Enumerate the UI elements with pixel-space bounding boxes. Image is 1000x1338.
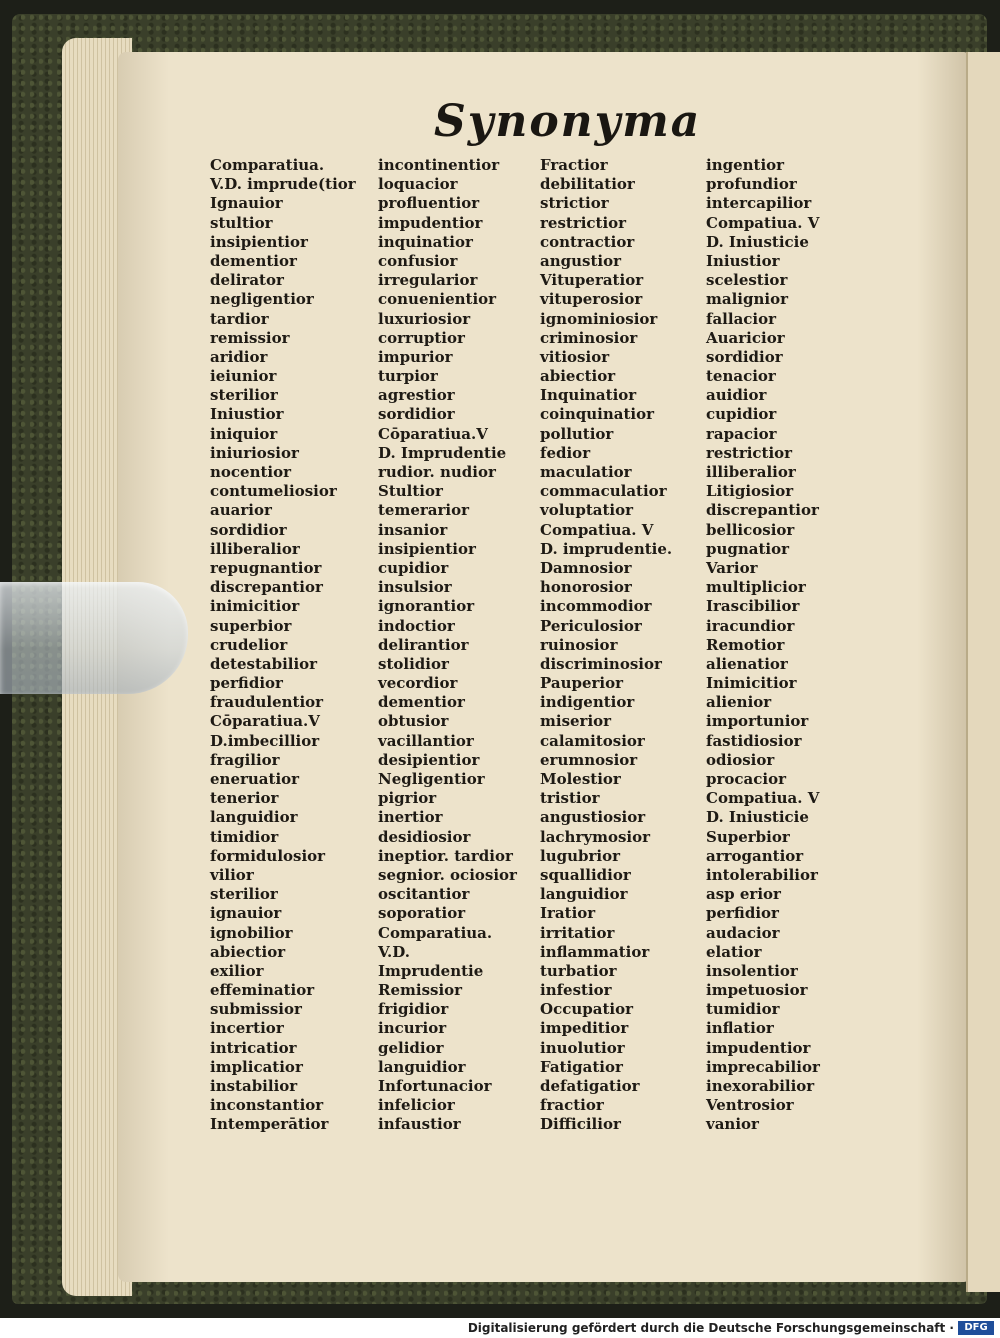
text-line: ignominiosior bbox=[540, 309, 658, 328]
text-line: alienior bbox=[706, 693, 772, 712]
text-line: formidulosior bbox=[210, 846, 326, 865]
text-line: iniuriosior bbox=[210, 443, 299, 462]
text-line: discriminosior bbox=[540, 654, 662, 673]
text-line: delirantior bbox=[378, 635, 469, 654]
text-line: ieiunior bbox=[210, 367, 277, 386]
text-line: ignobilior bbox=[210, 923, 293, 942]
text-line: Intemperātior bbox=[210, 1115, 329, 1134]
text-line: criminosior bbox=[540, 328, 638, 347]
text-line: agrestior bbox=[378, 386, 455, 405]
text-line: desipientior bbox=[378, 750, 480, 769]
text-line: detestabilior bbox=[210, 654, 318, 673]
text-line: abiectior bbox=[540, 367, 616, 386]
text-line: rudior. nudior bbox=[378, 463, 496, 481]
text-line: coinquinatior bbox=[540, 405, 654, 424]
text-line: confusior bbox=[378, 251, 458, 270]
text-line: cupidior bbox=[706, 405, 777, 424]
text-line: debilitatior bbox=[540, 175, 635, 194]
text-line: arrogantior bbox=[706, 846, 804, 865]
text-line: pollutior bbox=[540, 424, 614, 443]
text-line: perfidior bbox=[706, 904, 779, 923]
text-line: vituperosior bbox=[540, 290, 643, 309]
text-line: sordidior bbox=[378, 405, 455, 424]
text-line: profundior bbox=[706, 175, 797, 194]
dfg-logo: DFG bbox=[958, 1321, 994, 1335]
text-line: vanior bbox=[706, 1115, 759, 1134]
text-line: discrepantior bbox=[210, 578, 323, 597]
text-line: D. Imprudentie bbox=[378, 443, 507, 462]
text-line: Irascibilior bbox=[706, 597, 800, 616]
text-line: irritatior bbox=[540, 923, 615, 942]
text-line: corruptior bbox=[378, 328, 465, 347]
text-line: contractior bbox=[540, 232, 635, 251]
text-line: tardior bbox=[210, 309, 269, 328]
text-line: inconstantior bbox=[210, 1096, 324, 1115]
text-line: dementior bbox=[210, 251, 297, 270]
text-line: Iratior bbox=[540, 904, 596, 923]
text-line: intercapilior bbox=[706, 194, 812, 213]
glass-page-weight bbox=[0, 582, 188, 694]
text-line: tenacior bbox=[706, 367, 776, 386]
text-line: discrepantior bbox=[706, 501, 819, 520]
text-line: Remotior bbox=[706, 635, 785, 654]
text-line: restrictior bbox=[540, 213, 627, 232]
text-line: insanior bbox=[378, 520, 448, 539]
text-line: instabilior bbox=[210, 1077, 298, 1095]
text-line: vacillantior bbox=[378, 731, 474, 750]
text-line: cupidior bbox=[378, 558, 449, 577]
text-line: profluentior bbox=[378, 194, 480, 213]
text-line: Remissior bbox=[378, 981, 463, 1000]
text-line: infestior bbox=[540, 981, 612, 1000]
text-line: inertior bbox=[378, 808, 443, 827]
text-line: Damnosior bbox=[540, 558, 632, 577]
text-line: Cōparatiua.V bbox=[378, 424, 488, 443]
text-line: fractior bbox=[540, 1096, 604, 1115]
text-line: crudelior bbox=[210, 635, 288, 654]
text-line: languidior bbox=[378, 1057, 466, 1076]
text-line: impudentior bbox=[378, 213, 483, 232]
text-line: tenerior bbox=[210, 789, 279, 808]
text-line: frigidior bbox=[378, 1000, 449, 1019]
text-line: exilior bbox=[210, 961, 264, 980]
text-line: irregularior bbox=[378, 271, 478, 290]
text-line: vitiosior bbox=[540, 347, 610, 366]
footer-credit: Digitalisierung gefördert durch die Deutsche Forschungsgemeinschaft · bbox=[467, 1321, 954, 1335]
text-line: erumnosior bbox=[540, 750, 638, 769]
text-line: fragilior bbox=[210, 750, 280, 769]
text-line: Varior bbox=[706, 558, 758, 577]
page-title: Synonyma bbox=[434, 96, 702, 147]
text-line: gelidior bbox=[378, 1038, 444, 1057]
text-line: incertior bbox=[210, 1019, 284, 1038]
text-line: infaustior bbox=[378, 1115, 461, 1134]
text-line: rapacior bbox=[706, 424, 777, 443]
text-line: lugubrior bbox=[540, 846, 620, 865]
text-line: insipientior bbox=[378, 539, 476, 558]
text-line: insulsior bbox=[378, 578, 452, 597]
text-line: Litigiosior bbox=[706, 482, 794, 501]
text-line: timidior bbox=[210, 827, 279, 846]
text-line: Compatiua. V bbox=[706, 789, 820, 808]
text-line: V.D. bbox=[378, 942, 410, 961]
text-column-4 bbox=[706, 156, 820, 1135]
text-line: desidiosior bbox=[378, 827, 471, 846]
text-line: delirator bbox=[210, 271, 284, 290]
text-line: conuenientior bbox=[378, 290, 497, 309]
text-line: auidior bbox=[706, 386, 767, 405]
text-line: infelicior bbox=[378, 1096, 455, 1115]
text-column-1 bbox=[210, 156, 356, 1135]
text-line: obtusior bbox=[378, 712, 449, 731]
text-line: inflatior bbox=[706, 1019, 774, 1038]
text-line: vilior bbox=[210, 865, 254, 884]
text-line: intricatior bbox=[210, 1038, 297, 1057]
text-line: Compatiua. V bbox=[706, 213, 820, 232]
text-line: calamitosior bbox=[540, 731, 645, 750]
text-line: temerarior bbox=[378, 501, 470, 520]
text-line: tumidior bbox=[706, 1000, 780, 1019]
text-line: inexorabilior bbox=[706, 1077, 815, 1095]
text-line: insolentior bbox=[706, 961, 798, 980]
text-line: alienatior bbox=[706, 654, 788, 673]
text-line: Auaricior bbox=[706, 328, 785, 347]
text-line: inuolutior bbox=[540, 1038, 625, 1057]
text-line: iracundior bbox=[706, 616, 795, 635]
text-line: D. Iniusticie bbox=[706, 232, 809, 251]
text-line: Compatiua. V bbox=[540, 520, 654, 539]
text-line: impetuosior bbox=[706, 981, 808, 1000]
text-column-3 bbox=[540, 156, 672, 1135]
text-line: bellicosior bbox=[706, 520, 795, 539]
text-line: strictior bbox=[540, 194, 609, 213]
text-line: incontinentior bbox=[378, 156, 500, 174]
text-line: elatior bbox=[706, 942, 762, 961]
text-line: ingentior bbox=[706, 156, 785, 174]
text-line: Molestior bbox=[540, 770, 621, 788]
text-line: Vituperatior bbox=[540, 271, 644, 290]
text-line: defatigatior bbox=[540, 1077, 640, 1095]
text-line: impudentior bbox=[706, 1038, 811, 1057]
text-line: remissior bbox=[210, 328, 290, 347]
text-line: sordidior bbox=[706, 347, 783, 366]
text-line: Difficilior bbox=[540, 1115, 621, 1134]
text-line: impurior bbox=[378, 347, 453, 366]
text-line: loquacior bbox=[378, 175, 458, 194]
text-line: aridior bbox=[210, 347, 268, 366]
text-line: Fractior bbox=[540, 156, 608, 174]
text-line: submissior bbox=[210, 1000, 302, 1019]
text-line: turpior bbox=[378, 367, 438, 386]
text-column-2 bbox=[378, 156, 517, 1135]
text-line: Ventrosior bbox=[706, 1096, 794, 1115]
text-line: scelestior bbox=[706, 271, 788, 290]
text-line: intolerabilior bbox=[706, 865, 818, 884]
text-line: importunior bbox=[706, 712, 809, 731]
text-line: vecordior bbox=[378, 674, 458, 693]
text-line: Pauperior bbox=[540, 674, 624, 693]
text-line: incurior bbox=[378, 1019, 447, 1038]
text-line: Comparatiua. bbox=[210, 156, 325, 174]
text-line: Negligentior bbox=[378, 770, 485, 788]
text-line: turbatior bbox=[540, 961, 617, 980]
text-line: oscitantior bbox=[378, 885, 470, 904]
text-line: multiplicior bbox=[706, 578, 806, 597]
text-line: incommodior bbox=[540, 597, 652, 616]
text-line: inflammatior bbox=[540, 942, 650, 961]
text-line: impeditior bbox=[540, 1019, 629, 1038]
text-line: contumeliosior bbox=[210, 482, 337, 501]
text-line: Infortunacior bbox=[378, 1077, 492, 1095]
text-line: asp erior bbox=[706, 885, 781, 904]
text-line: maculatior bbox=[540, 463, 632, 481]
text-line: luxuriosior bbox=[378, 309, 471, 328]
text-line: sterilior bbox=[210, 885, 278, 904]
text-line: ignauior bbox=[210, 904, 282, 923]
text-line: dementior bbox=[378, 693, 465, 712]
text-line: Fatigatior bbox=[540, 1057, 623, 1076]
text-line: inquinatior bbox=[378, 232, 473, 251]
text-line: segnior. ociosior bbox=[378, 865, 517, 884]
text-line: audacior bbox=[706, 923, 780, 942]
text-line: effeminatior bbox=[210, 981, 315, 1000]
text-line: Stultior bbox=[378, 482, 443, 501]
text-line: miserior bbox=[540, 712, 612, 731]
text-line: angustior bbox=[540, 251, 621, 270]
text-line: pigrior bbox=[378, 789, 437, 808]
text-line: pugnatior bbox=[706, 539, 790, 558]
text-line: languidior bbox=[210, 808, 298, 827]
text-line: fraudulentior bbox=[210, 693, 324, 712]
text-line: indoctior bbox=[378, 616, 455, 635]
text-line: imprecabilior bbox=[706, 1057, 820, 1076]
text-line: Cōparatiua.V bbox=[210, 712, 320, 731]
text-line: soporatior bbox=[378, 904, 466, 923]
text-line: languidior bbox=[540, 885, 628, 904]
text-line: perfidior bbox=[210, 674, 283, 693]
text-line: commaculatior bbox=[540, 482, 667, 501]
text-line: D.imbecillior bbox=[210, 731, 320, 750]
text-line: V.D. imprude(tior bbox=[210, 175, 356, 194]
text-line: Ignauior bbox=[210, 194, 283, 213]
text-line: abiectior bbox=[210, 942, 286, 961]
text-line: sterilior bbox=[210, 386, 278, 405]
text-line: Inquinatior bbox=[540, 386, 637, 405]
facing-page-edge bbox=[966, 52, 1000, 1292]
text-line: illiberalior bbox=[706, 463, 796, 481]
text-line: Occupatior bbox=[540, 1000, 633, 1019]
text-line: squallidior bbox=[540, 865, 631, 884]
text-line: repugnantior bbox=[210, 558, 322, 577]
text-line: tristior bbox=[540, 789, 600, 808]
text-line: auarior bbox=[210, 501, 272, 520]
text-line: nocentior bbox=[210, 463, 292, 481]
text-line: Imprudentie bbox=[378, 961, 484, 980]
text-line: fallacior bbox=[706, 309, 777, 328]
text-line: procacior bbox=[706, 770, 786, 788]
text-line: restrictior bbox=[706, 443, 793, 462]
text-line: superbior bbox=[210, 616, 292, 635]
text-line: ignorantior bbox=[378, 597, 475, 616]
text-line: Iniustior bbox=[210, 405, 284, 424]
text-line: Periculosior bbox=[540, 616, 642, 635]
text-line: Comparatiua. bbox=[378, 923, 493, 942]
text-line: stolidior bbox=[378, 654, 449, 673]
text-line: sordidior bbox=[210, 520, 287, 539]
text-line: iniquior bbox=[210, 424, 278, 443]
text-line: D. Iniusticie bbox=[706, 808, 809, 827]
text-line: Iniustior bbox=[706, 251, 780, 270]
text-line: ineptior. tardior bbox=[378, 846, 513, 865]
text-line: implicatior bbox=[210, 1057, 303, 1076]
text-line: illiberalior bbox=[210, 539, 300, 558]
text-line: insipientior bbox=[210, 232, 308, 251]
text-line: Inimicitior bbox=[706, 674, 797, 693]
text-line: negligentior bbox=[210, 290, 314, 309]
text-line: odiosior bbox=[706, 750, 775, 769]
text-line: voluptatior bbox=[540, 501, 633, 520]
text-line: stultior bbox=[210, 213, 273, 232]
text-line: inimicitior bbox=[210, 597, 300, 616]
text-line: eneruatior bbox=[210, 770, 300, 788]
text-line: indigentior bbox=[540, 693, 635, 712]
text-line: lachrymosior bbox=[540, 827, 651, 846]
text-line: fedior bbox=[540, 443, 591, 462]
text-line: ruinosior bbox=[540, 635, 618, 654]
text-line: malignior bbox=[706, 290, 788, 309]
text-line: fastidiosior bbox=[706, 731, 802, 750]
text-line: D. imprudentie. bbox=[540, 539, 673, 558]
text-line: angustiosior bbox=[540, 808, 646, 827]
footer-bar bbox=[0, 1318, 1000, 1338]
text-line: honorosior bbox=[540, 578, 632, 597]
text-line: Superbior bbox=[706, 827, 790, 846]
